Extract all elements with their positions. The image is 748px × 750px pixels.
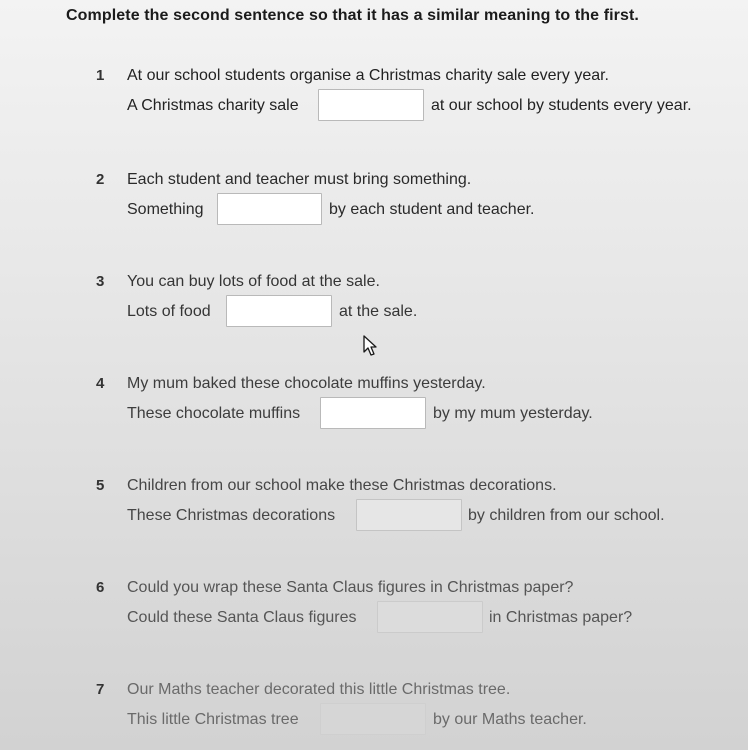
rewrite-prefix: Could these Santa Claus figures bbox=[127, 609, 357, 626]
answer-input-2[interactable] bbox=[217, 193, 322, 225]
item-number: 5 bbox=[96, 477, 105, 494]
original-sentence: At our school students organise a Christmas charity sale every year. bbox=[127, 67, 609, 84]
item-number: 3 bbox=[96, 273, 105, 290]
original-sentence: You can buy lots of food at the sale. bbox=[127, 273, 380, 290]
original-sentence: Our Maths teacher decorated this little Christmas tree. bbox=[127, 681, 511, 698]
item-number: 1 bbox=[96, 67, 105, 84]
rewrite-suffix: by our Maths teacher. bbox=[433, 711, 587, 728]
answer-input-6[interactable] bbox=[377, 601, 483, 633]
item-number: 2 bbox=[96, 171, 105, 188]
rewrite-suffix: at our school by students every year. bbox=[431, 97, 692, 114]
original-sentence: Children from our school make these Christmas decorations. bbox=[127, 477, 557, 494]
rewrite-suffix: by each student and teacher. bbox=[329, 201, 535, 218]
rewrite-suffix: at the sale. bbox=[339, 303, 418, 320]
answer-input-7[interactable] bbox=[320, 703, 426, 735]
original-sentence: My mum baked these chocolate muffins yesterday. bbox=[127, 375, 486, 392]
rewrite-prefix: These Christmas decorations bbox=[127, 507, 336, 524]
rewrite-suffix: by my mum yesterday. bbox=[433, 405, 593, 422]
item-number: 7 bbox=[96, 681, 105, 698]
answer-input-3[interactable] bbox=[226, 295, 332, 327]
item-number: 4 bbox=[96, 375, 105, 392]
rewrite-prefix: These chocolate muffins bbox=[127, 405, 301, 422]
rewrite-prefix: Something bbox=[127, 201, 204, 218]
original-sentence: Each student and teacher must bring something. bbox=[127, 171, 472, 188]
rewrite-prefix: This little Christmas tree bbox=[127, 711, 299, 728]
rewrite-prefix: Lots of food bbox=[127, 303, 211, 320]
answer-input-1[interactable] bbox=[318, 89, 424, 121]
rewrite-suffix: in Christmas paper? bbox=[489, 609, 633, 626]
mouse-cursor-icon bbox=[362, 335, 378, 357]
instruction-text: Complete the second sentence so that it has a similar meaning to the first. bbox=[66, 7, 639, 24]
answer-input-4[interactable] bbox=[320, 397, 426, 429]
item-number: 6 bbox=[96, 579, 105, 596]
rewrite-prefix: A Christmas charity sale bbox=[127, 97, 299, 114]
original-sentence: Could you wrap these Santa Claus figures in Christmas paper? bbox=[127, 579, 574, 596]
rewrite-suffix: by children from our school. bbox=[468, 507, 665, 524]
answer-input-5[interactable] bbox=[356, 499, 462, 531]
